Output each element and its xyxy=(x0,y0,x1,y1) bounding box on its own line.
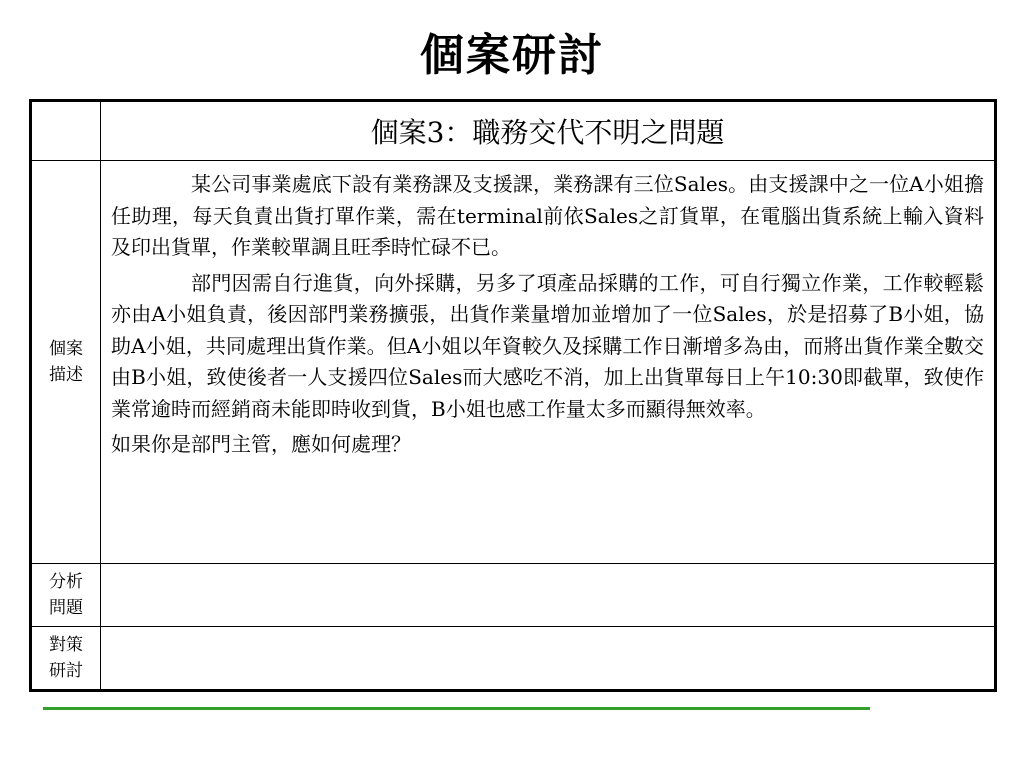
description-row xyxy=(31,161,996,564)
case-heading: 個案3：職務交代不明之問題 xyxy=(101,101,996,161)
strategy-label: 對策研討 xyxy=(48,635,83,681)
table-header-row xyxy=(31,101,996,161)
description-paragraph-2: 部門因需自行進貨，向外採購，另多了項產品採購的工作，可自行獨立作業，工作較輕鬆亦由A小姐負責，後因部門業務擴張，出貨作業量增加並增加了一位Sales，於是招募了B小姐，協助A小姐，共同處理出貨作業。但A小姐以年資較久及採購工作日漸增多為由，而將出貨作業全數交由B小姐，致使後者一人支援四位Sales而大感吃不消，加上出貨單每日上午10:30即截單，致使作業常逾時而經銷商未能即時收到貨，B小姐也感工作量太多而顯得無效率。 xyxy=(111,270,984,421)
footer-divider-line xyxy=(43,707,870,710)
description-paragraph-1: 某公司事業處底下設有業務課及支援課，業務課有三位Sales。由支援課中之一位A小姐擔任助理，每天負責出貨打單作業，需在terminal前依Sales之訂貨單，在電腦出貨系統上輸入資料及印出貨單，作業較單調且旺季時忙碌不已。 xyxy=(111,172,984,259)
analysis-row xyxy=(31,564,996,627)
analysis-label: 分析問題 xyxy=(48,572,83,618)
strategy-label-cell xyxy=(31,627,101,691)
case-study-table xyxy=(29,99,997,692)
description-question: 如果你是部門主管，應如何處理？ xyxy=(111,432,411,456)
strategy-row xyxy=(31,627,996,691)
slide-title: 個案研討 xyxy=(420,30,604,81)
analysis-content-cell xyxy=(101,564,996,627)
strategy-content-cell xyxy=(101,627,996,691)
description-body xyxy=(101,161,994,461)
analysis-label-cell xyxy=(31,564,101,627)
description-label: 個案描述 xyxy=(48,339,83,385)
description-cell xyxy=(101,161,996,564)
description-label-cell xyxy=(31,161,101,564)
header-empty-cell xyxy=(31,101,101,161)
